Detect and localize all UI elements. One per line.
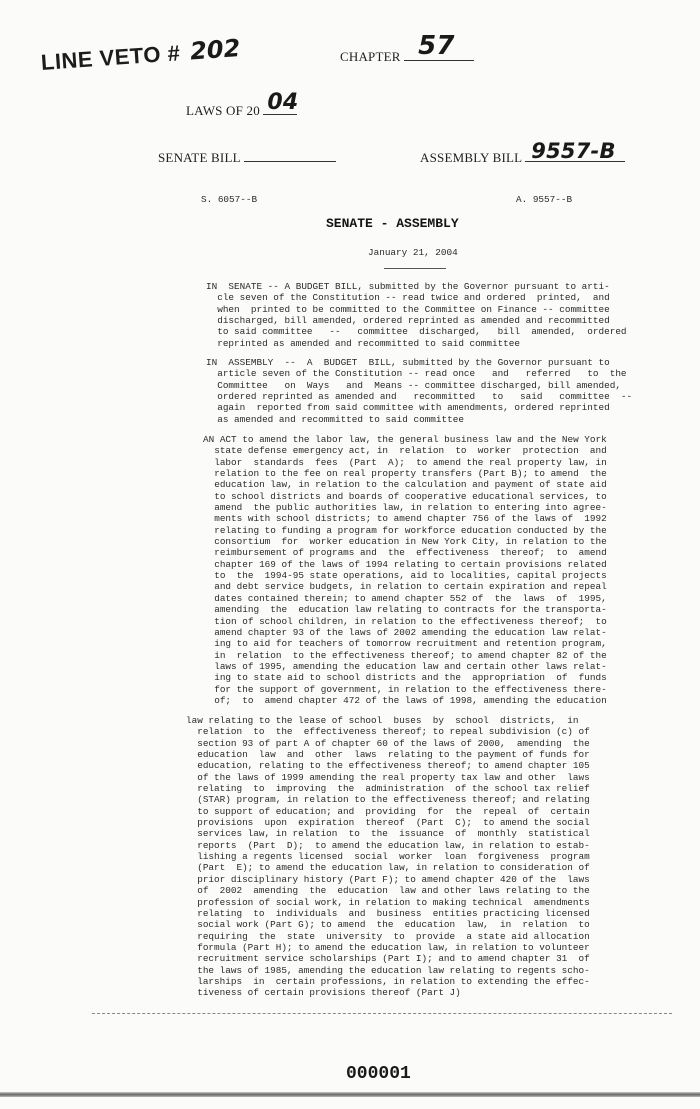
- act-text-line: chapter 169 of the laws of 1994 relating to certain provisions related: [203, 558, 607, 570]
- act-text-line: and debt service budgets, in relation to certain expiration and repeal: [203, 581, 607, 593]
- act-text-line: for the support of government, in relation to the effectiveness there-: [203, 683, 607, 695]
- in-senate-line: IN SENATE -- A BUDGET BILL, submitted by the Governor pursuant to arti-: [206, 281, 610, 292]
- in-assembly-line: article seven of the Constitution -- read once and referred to the: [206, 368, 627, 380]
- line-veto-number: 202: [189, 34, 242, 66]
- in-senate-line: when printed to be committed to the Committee on Finance -- committee: [206, 303, 610, 315]
- fax-edge-line: [92, 1013, 672, 1014]
- act-continued-section: [186, 715, 590, 999]
- in-senate-line: to said committee -- committee discharged, bill amended, ordered: [206, 326, 627, 338]
- act-text-line: consortium for worker education in New York City, in relation to the: [203, 536, 607, 548]
- laws-blank: [263, 90, 299, 115]
- in-senate-line: reprinted as amended and recommitted to said committee: [206, 337, 521, 349]
- act-continued-line: of the laws of 1999 amending the real property tax law and other laws: [186, 771, 590, 783]
- act-continued-line: education, relating to the effectiveness thereof; to amend chapter 105: [186, 760, 590, 772]
- assembly-bill-number: 9557-B: [531, 139, 616, 163]
- bill-date: January 21, 2004: [368, 247, 458, 258]
- act-continued-line: formula (Part H); to amend the education law, in relation to volunteer: [186, 941, 590, 953]
- act-continued-line: law relating to the lease of school buses by school districts, in: [186, 715, 579, 726]
- senate-bill-field: [158, 149, 336, 166]
- in-assembly-line: as amended and recommitted to said committee: [206, 413, 464, 425]
- act-text-line: of; to amend chapter 472 of the laws of 1998, amending the education: [203, 694, 607, 706]
- chapter-blank: [404, 31, 474, 61]
- page-number: 000001: [346, 1064, 411, 1084]
- senate-bill-number: S. 6057--B: [201, 194, 258, 205]
- act-continued-line: services law, in relation to the issuance of monthly statistical: [186, 828, 590, 840]
- assembly-bill-blank: [525, 139, 625, 163]
- in-assembly-line: IN ASSEMBLY -- A BUDGET BILL, submitted by the Governor pursuant to: [206, 357, 610, 368]
- in-assembly-line: again reported from said committee with amendments, ordered reprinted: [206, 402, 610, 414]
- act-continued-line: the laws of 1985, amending the education law relating to regents scho-: [186, 964, 590, 976]
- act-text-line: to the 1994-95 state operations, aid to localities, capital projects: [203, 570, 607, 582]
- line-veto-label: LINE VETO #: [40, 40, 182, 75]
- assembly-bill-label: ASSEMBLY BILL: [420, 150, 522, 165]
- act-text-line: amend chapter 93 of the laws of 2002 amending the education law relat-: [203, 626, 607, 638]
- in-assembly-line: Committee on Ways and Means -- committee discharged, bill amended,: [206, 379, 621, 391]
- act-continued-line: lishing a regents licensed social worker loan forgiveness program: [186, 851, 590, 863]
- act-text-line: tion of school children, in relation to the effectiveness thereof; to: [203, 615, 607, 627]
- senate-bill-label: SENATE BILL: [158, 150, 241, 165]
- act-text-line: education law, in relation to the calculation and payment of state aid: [203, 479, 607, 491]
- in-assembly-section: [206, 357, 632, 425]
- act-continued-line: to support of education; and providing for the repeal of certain: [186, 805, 590, 817]
- act-text-line: relating to funding a program for workforce education conducted by the: [203, 524, 607, 536]
- act-text-line: AN ACT to amend the labor law, the general business law and the New York: [203, 434, 607, 445]
- act-continued-line: (Part E); to amend the education law, in relation to consideration of: [186, 862, 590, 874]
- act-continued-line: larships in certain professions, in relation to extending the effec-: [186, 975, 590, 987]
- laws-label: LAWS OF 20: [186, 103, 260, 118]
- act-text-line: reimbursement of programs and the effectiveness thereof; to amend: [203, 547, 607, 559]
- act-text-line: to school districts and boards of cooperative educational services, to: [203, 490, 607, 502]
- act-section: [203, 434, 607, 706]
- act-continued-line: reports (Part D); to amend the education law, in relation to estab-: [186, 839, 590, 851]
- assembly-bill-number-typed: A. 9557--B: [516, 194, 573, 205]
- chapter-number: 57: [418, 31, 455, 61]
- act-continued-line: provisions upon expiration thereof (Part C); to amend the social: [186, 817, 590, 829]
- act-text-line: in relation to the effectiveness thereof; to amend chapter 82 of the: [203, 649, 607, 661]
- laws-year: 04: [267, 90, 299, 115]
- chapter-field: [340, 31, 474, 65]
- chapter-label: CHAPTER: [340, 49, 401, 64]
- act-continued-line: social work (Part G); to amend the education law, in relation to: [186, 919, 590, 931]
- act-continued-line: relating to improving the administration of the school tax relief: [186, 783, 590, 795]
- act-continued-line: section 93 of part A of chapter 60 of the laws of 2000, amending the: [186, 737, 590, 749]
- laws-of-field: [186, 90, 299, 119]
- act-text-line: amend the public authorities law, in relation to entering into agree-: [203, 502, 607, 514]
- in-assembly-line: ordered reprinted as amended and recommitted to said committee --: [206, 391, 633, 403]
- act-continued-line: profession of social work, in relation to making technical amendments: [186, 896, 590, 908]
- page-title: SENATE - ASSEMBLY: [326, 216, 459, 231]
- act-continued-line: requiring the state university to provide a state aid allocation: [186, 930, 590, 942]
- act-continued-line: recruitment service scholarships (Part I); and to amend chapter 31 of: [186, 953, 590, 965]
- act-text-line: labor standards fees (Part A); to amend the real property law, in: [203, 456, 607, 468]
- scan-edge-artifact: [0, 1092, 700, 1097]
- act-text-line: ing to aid for teachers of tomorrow recruitment and retention program,: [203, 638, 607, 650]
- act-continued-line: of 2002 amending the education law and other laws relating to the: [186, 885, 590, 897]
- senate-bill-blank: [244, 149, 336, 162]
- act-continued-line: prior disciplinary history (Part F); to amend chapter 420 of the laws: [186, 873, 590, 885]
- act-text-line: ing to state aid to school districts and the appropriation of funds: [203, 672, 607, 684]
- act-text-line: dates contained therein; to amend chapter 552 of the laws of 1995,: [203, 592, 607, 604]
- act-text-line: amending the education law relating to contracts for the transporta-: [203, 604, 607, 616]
- in-senate-section: [206, 281, 627, 349]
- act-continued-line: relation to the effectiveness thereof; to repeal subdivision (c) of: [186, 726, 590, 738]
- act-continued-line: (STAR) program, in relation to the effectiveness thereof; and relating: [186, 794, 590, 806]
- assembly-bill-field: [420, 139, 625, 166]
- act-text-line: laws of 1995, amending the education law and certain other laws relat-: [203, 660, 607, 672]
- title-divider: [384, 268, 446, 269]
- act-text-line: ments with school districts; to amend chapter 756 of the laws of 1992: [203, 513, 607, 525]
- in-senate-line: discharged, bill amended, ordered reprinted as amended and recommitted: [206, 315, 610, 327]
- act-text-line: relation to the fee on real property transfers (Part B); to amend the: [203, 468, 607, 480]
- line-veto-stamp: [40, 34, 241, 76]
- act-continued-line: relating to individuals and business entities practicing licensed: [186, 907, 590, 919]
- act-text-line: state defense emergency act, in relation to worker protection and: [203, 445, 607, 457]
- act-continued-line: tiveness of certain provisions thereof (Part J): [186, 987, 461, 999]
- act-continued-line: education law and other laws relating to the payment of funds for: [186, 749, 590, 761]
- in-senate-line: cle seven of the Constitution -- read twice and ordered printed, and: [206, 292, 610, 304]
